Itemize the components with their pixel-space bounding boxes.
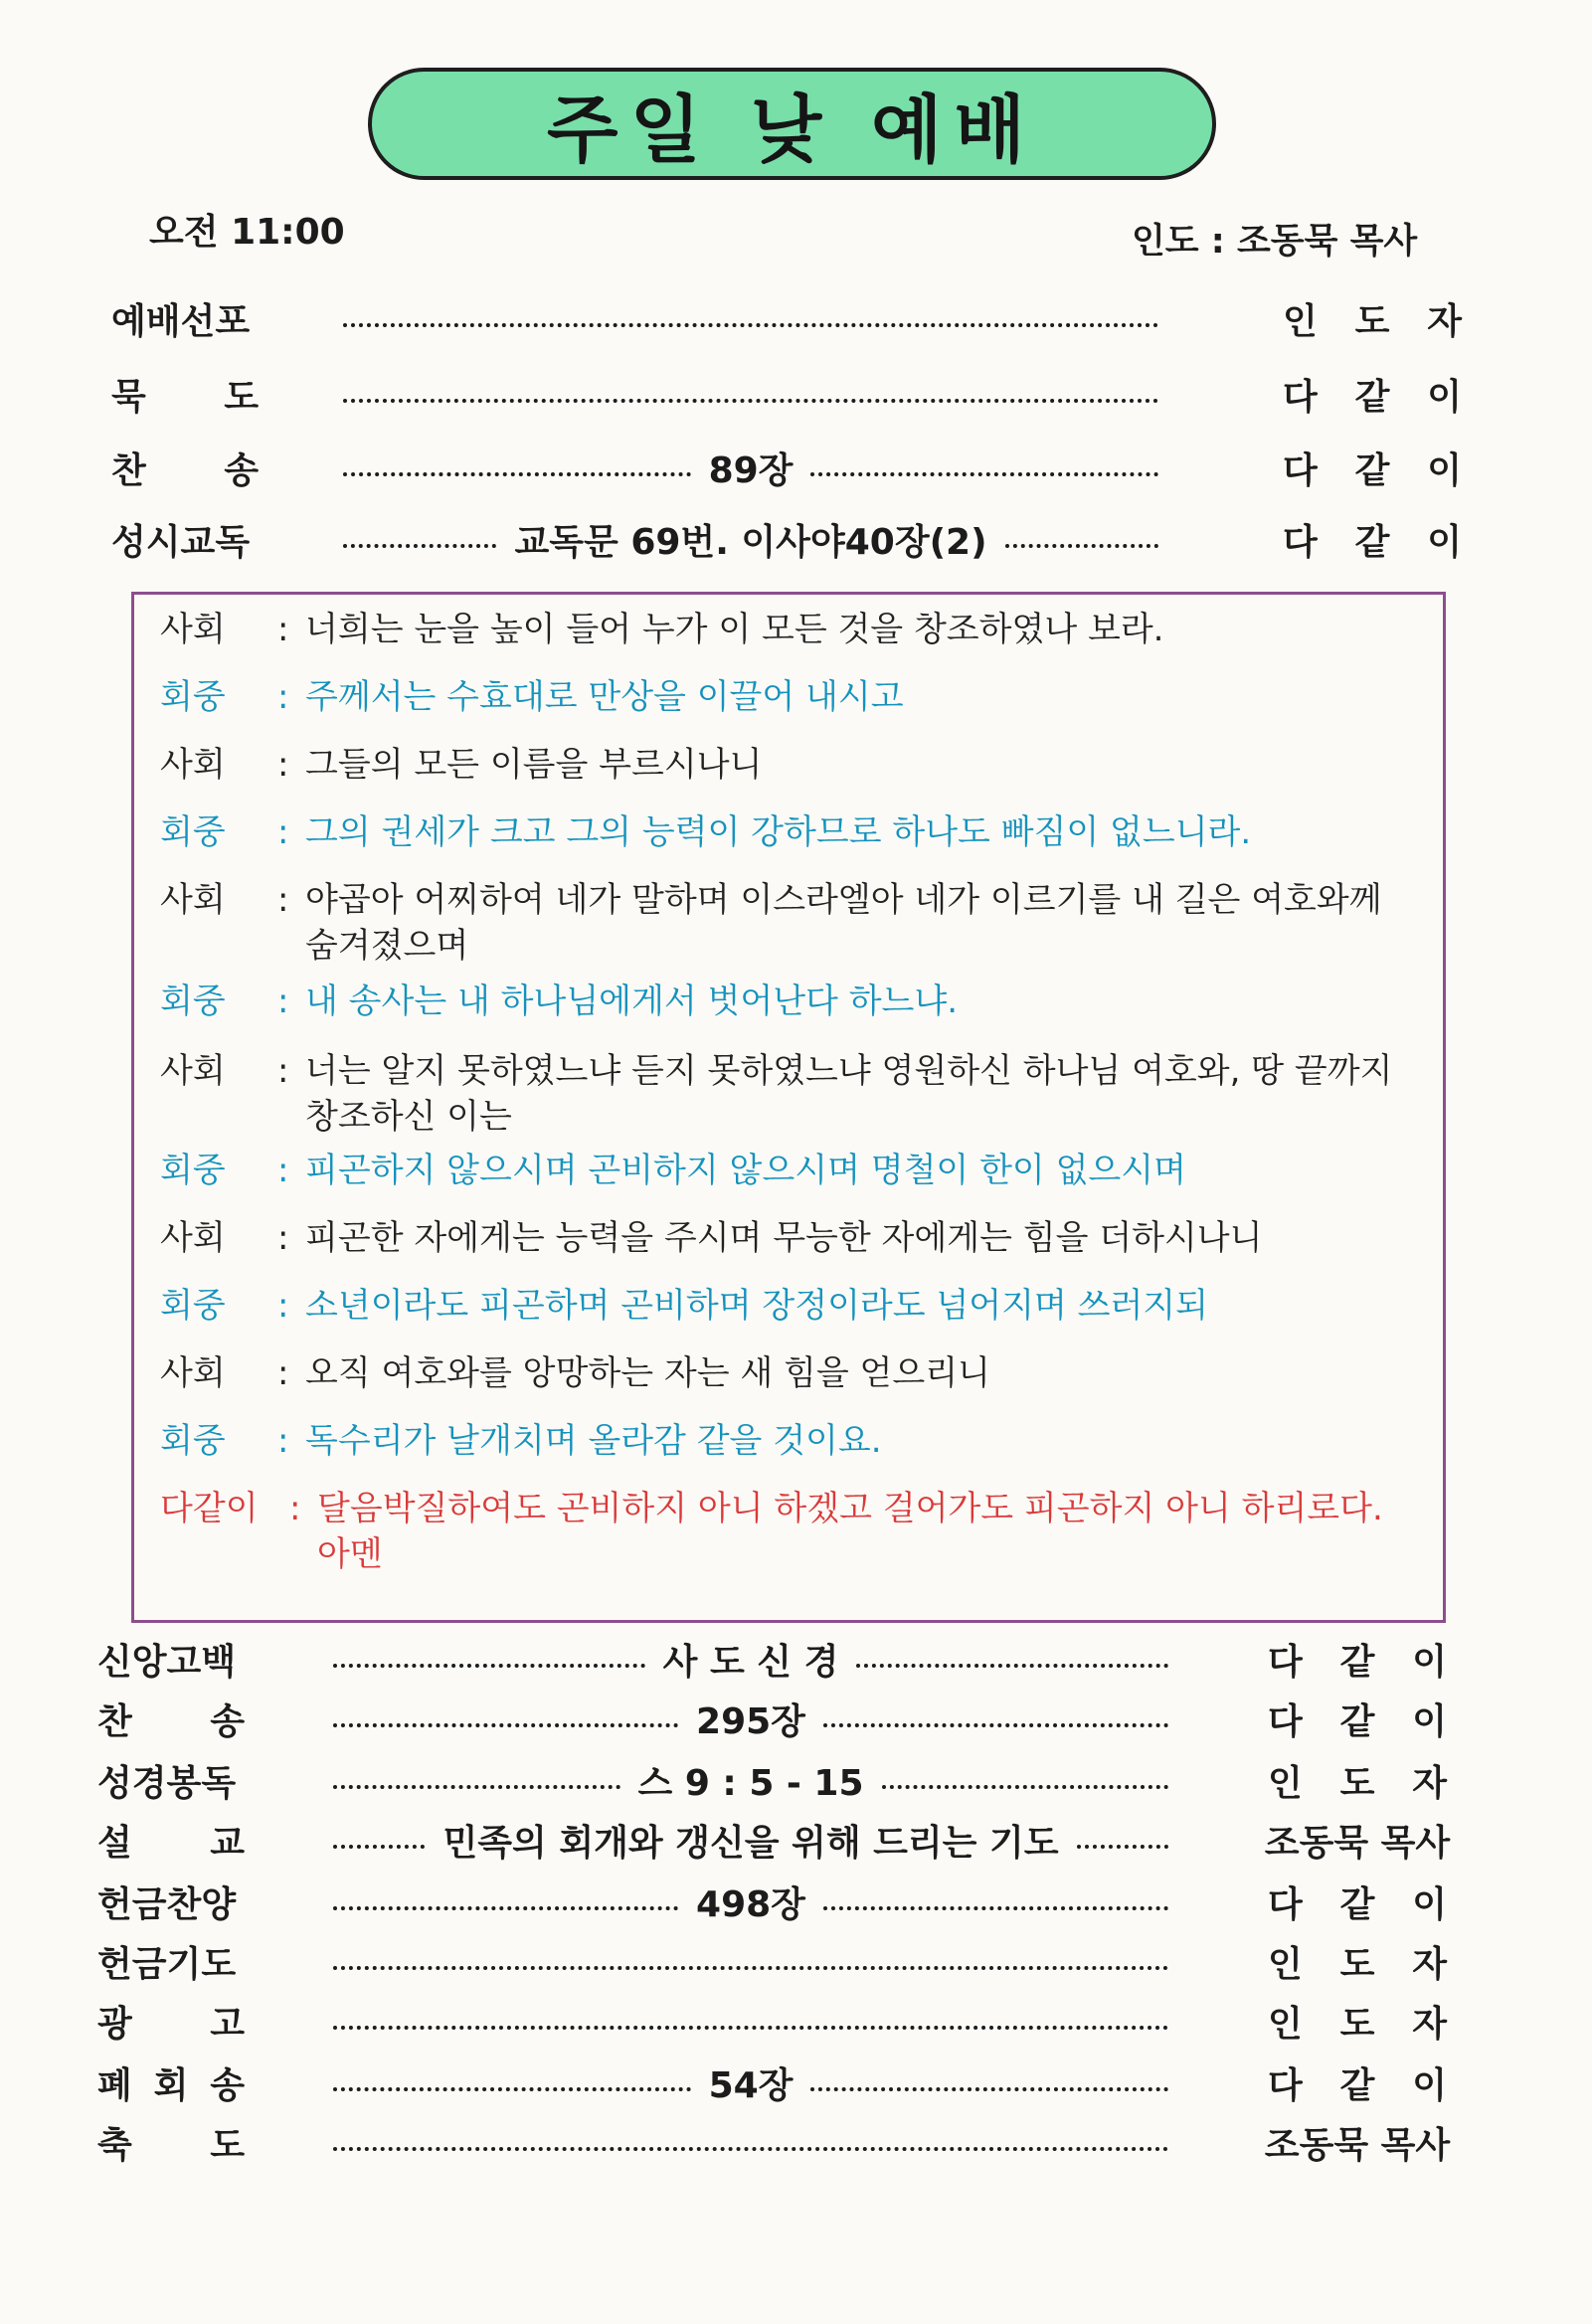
speaker-colon: :: [277, 677, 289, 717]
service-leader: 인도 : 조동묵 목사: [1132, 222, 1418, 262]
leader-dots: [343, 438, 1158, 497]
speaker-colon: :: [277, 880, 289, 920]
order-label: 헌금찬양: [97, 1883, 237, 1925]
leader-dots: [333, 1991, 1168, 2051]
order-detail: 89장: [708, 449, 794, 491]
order-detail: 54장: [708, 2064, 794, 2106]
order-detail: 교독문 69번. 이사야40장(2): [514, 521, 987, 563]
reading-text: 너희는 눈을 높이 들어 누가 이 모든 것을 창조하였나 보라.: [305, 610, 1164, 649]
order-label: 신앙고백: [97, 1641, 237, 1683]
reading-line: [160, 1283, 1417, 1329]
order-row: [0, 1810, 1592, 1870]
order-response: 다 같 이: [1283, 376, 1462, 418]
order-row: [0, 438, 1592, 497]
order-label: 묵 도: [111, 376, 259, 418]
order-label: 설 교: [97, 1822, 245, 1864]
order-label: 찬 송: [111, 449, 259, 491]
reading-line: [160, 1215, 1417, 1261]
speaker-label: 사회: [160, 880, 226, 920]
order-detail: 스 9 : 5 - 15: [637, 1762, 864, 1804]
order-response: 다 같 이: [1268, 1700, 1447, 1742]
leader-dots: [333, 2053, 1168, 2112]
order-label: 성시교독: [111, 521, 251, 563]
leader-dots: [333, 2112, 1168, 2172]
speaker-colon: :: [277, 1218, 289, 1258]
title-banner: [368, 68, 1216, 180]
order-label: 예배선포: [111, 300, 251, 342]
reading-line: [160, 1148, 1417, 1193]
reading-text: 독수리가 날개치며 올라감 같을 것이요.: [305, 1421, 882, 1461]
order-response: 인 도 자: [1283, 300, 1462, 342]
speaker-label: 사회: [160, 1051, 226, 1091]
reading-line: [160, 877, 1417, 969]
order-row: [0, 1931, 1592, 1991]
leader-dots: [343, 364, 1158, 424]
order-row: [0, 1872, 1592, 1931]
order-label: 성경봉독: [97, 1762, 237, 1804]
leader-dots: [333, 1931, 1168, 1991]
speaker-colon: :: [277, 1421, 289, 1461]
reading-text: 그들의 모든 이름을 부르시나니: [305, 745, 763, 785]
reading-text: 그의 권세가 크고 그의 능력이 강하므로 하나도 빠짐이 없느니라.: [305, 812, 1252, 852]
leader-dots: [333, 1629, 1168, 1689]
order-row: [0, 1689, 1592, 1748]
order-row: [0, 2112, 1592, 2172]
order-row: [0, 288, 1592, 348]
speaker-label: 회중: [160, 982, 226, 1021]
order-response: 다 같 이: [1283, 449, 1462, 491]
reading-line: [160, 607, 1417, 652]
speaker-colon: :: [277, 1151, 289, 1190]
order-label: 축 도: [97, 2124, 245, 2166]
speaker-label: 회중: [160, 1151, 226, 1190]
reading-line: [160, 1418, 1417, 1464]
order-response: 다 같 이: [1268, 1883, 1447, 1925]
order-detail: 295장: [696, 1700, 805, 1742]
reading-line: [160, 1350, 1417, 1396]
speaker-label: 회중: [160, 677, 226, 717]
order-row: [0, 1991, 1592, 2051]
reading-text: 소년이라도 피곤하며 곤비하며 장정이라도 넘어지며 쓰러지되: [305, 1286, 1208, 1326]
speaker-label: 회중: [160, 812, 226, 852]
speaker-label: 다같이: [160, 1489, 259, 1528]
order-response: 다 같 이: [1268, 1641, 1447, 1683]
speaker-colon: :: [277, 610, 289, 649]
order-row: [0, 1750, 1592, 1810]
reading-text: 야곱아 어찌하여 네가 말하며 이스라엘아 네가 이르기를 내 길은 여호와께 숨겨졌으며: [305, 880, 1382, 966]
order-response: 조동묵 목사: [1264, 1822, 1451, 1864]
responsive-reading-box: [131, 592, 1446, 1623]
order-detail: 498장: [696, 1883, 805, 1925]
order-detail: 사 도 신 경: [662, 1641, 839, 1683]
order-response: 인 도 자: [1268, 2003, 1447, 2045]
order-detail: 민족의 회개와 갱신을 위해 드리는 기도: [442, 1822, 1059, 1864]
speaker-label: 사회: [160, 1353, 226, 1393]
order-row: [0, 364, 1592, 424]
reading-line: [160, 979, 1417, 1024]
leader-dots: [343, 288, 1158, 348]
reading-text: 너는 알지 못하였느냐 듣지 못하였느냐 영원하신 하나님 여호와, 땅 끝까지 창조하신 이는: [305, 1051, 1393, 1137]
reading-text: 내 송사는 내 하나님에게서 벗어난다 하느냐.: [305, 982, 959, 1021]
reading-line: [160, 1048, 1417, 1140]
order-row: [0, 1629, 1592, 1689]
speaker-colon: :: [277, 812, 289, 852]
reading-line: [160, 1486, 1417, 1577]
order-row: [0, 2053, 1592, 2112]
speaker-colon: :: [277, 982, 289, 1021]
reading-line: [160, 674, 1417, 720]
reading-text: 피곤한 자에게는 능력을 주시며 무능한 자에게는 힘을 더하시나니: [305, 1218, 1263, 1258]
order-label: 폐 회 송: [97, 2064, 245, 2106]
speaker-label: 회중: [160, 1286, 226, 1326]
order-response: 조동묵 목사: [1264, 2124, 1451, 2166]
speaker-label: 사회: [160, 1218, 226, 1258]
order-label: 찬 송: [97, 1700, 245, 1742]
speaker-label: 사회: [160, 610, 226, 649]
reading-line: [160, 809, 1417, 855]
speaker-colon: :: [277, 1286, 289, 1326]
service-time: 오전 11:00: [149, 212, 345, 253]
speaker-colon: :: [277, 1353, 289, 1393]
speaker-colon: :: [277, 745, 289, 785]
leader-dots: [333, 1750, 1168, 1810]
speaker-label: 회중: [160, 1421, 226, 1461]
page-title: 주일 낮 예배: [547, 87, 1037, 173]
leader-dots: [333, 1810, 1168, 1870]
order-response: 인 도 자: [1268, 1943, 1447, 1985]
reading-text: 피곤하지 않으시며 곤비하지 않으시며 명철이 한이 없으시며: [305, 1151, 1186, 1190]
order-response: 다 같 이: [1283, 521, 1462, 563]
reading-text: 달음박질하여도 곤비하지 아니 하겠고 걸어가도 피곤하지 아니 하리로다. 아멘: [317, 1489, 1383, 1574]
order-label: 광 고: [97, 2003, 245, 2045]
reading-line: [160, 742, 1417, 788]
speaker-colon: :: [289, 1489, 301, 1528]
order-label: 헌금기도: [97, 1943, 237, 1985]
order-row: [0, 509, 1592, 569]
leader-dots: [333, 1872, 1168, 1931]
order-response: 인 도 자: [1268, 1762, 1447, 1804]
speaker-label: 사회: [160, 745, 226, 785]
speaker-colon: :: [277, 1051, 289, 1091]
leader-dots: [343, 509, 1158, 569]
reading-text: 주께서는 수효대로 만상을 이끌어 내시고: [305, 677, 904, 717]
order-response: 다 같 이: [1268, 2064, 1447, 2106]
leader-dots: [333, 1689, 1168, 1748]
reading-text: 오직 여호와를 앙망하는 자는 새 힘을 얻으리니: [305, 1353, 990, 1393]
